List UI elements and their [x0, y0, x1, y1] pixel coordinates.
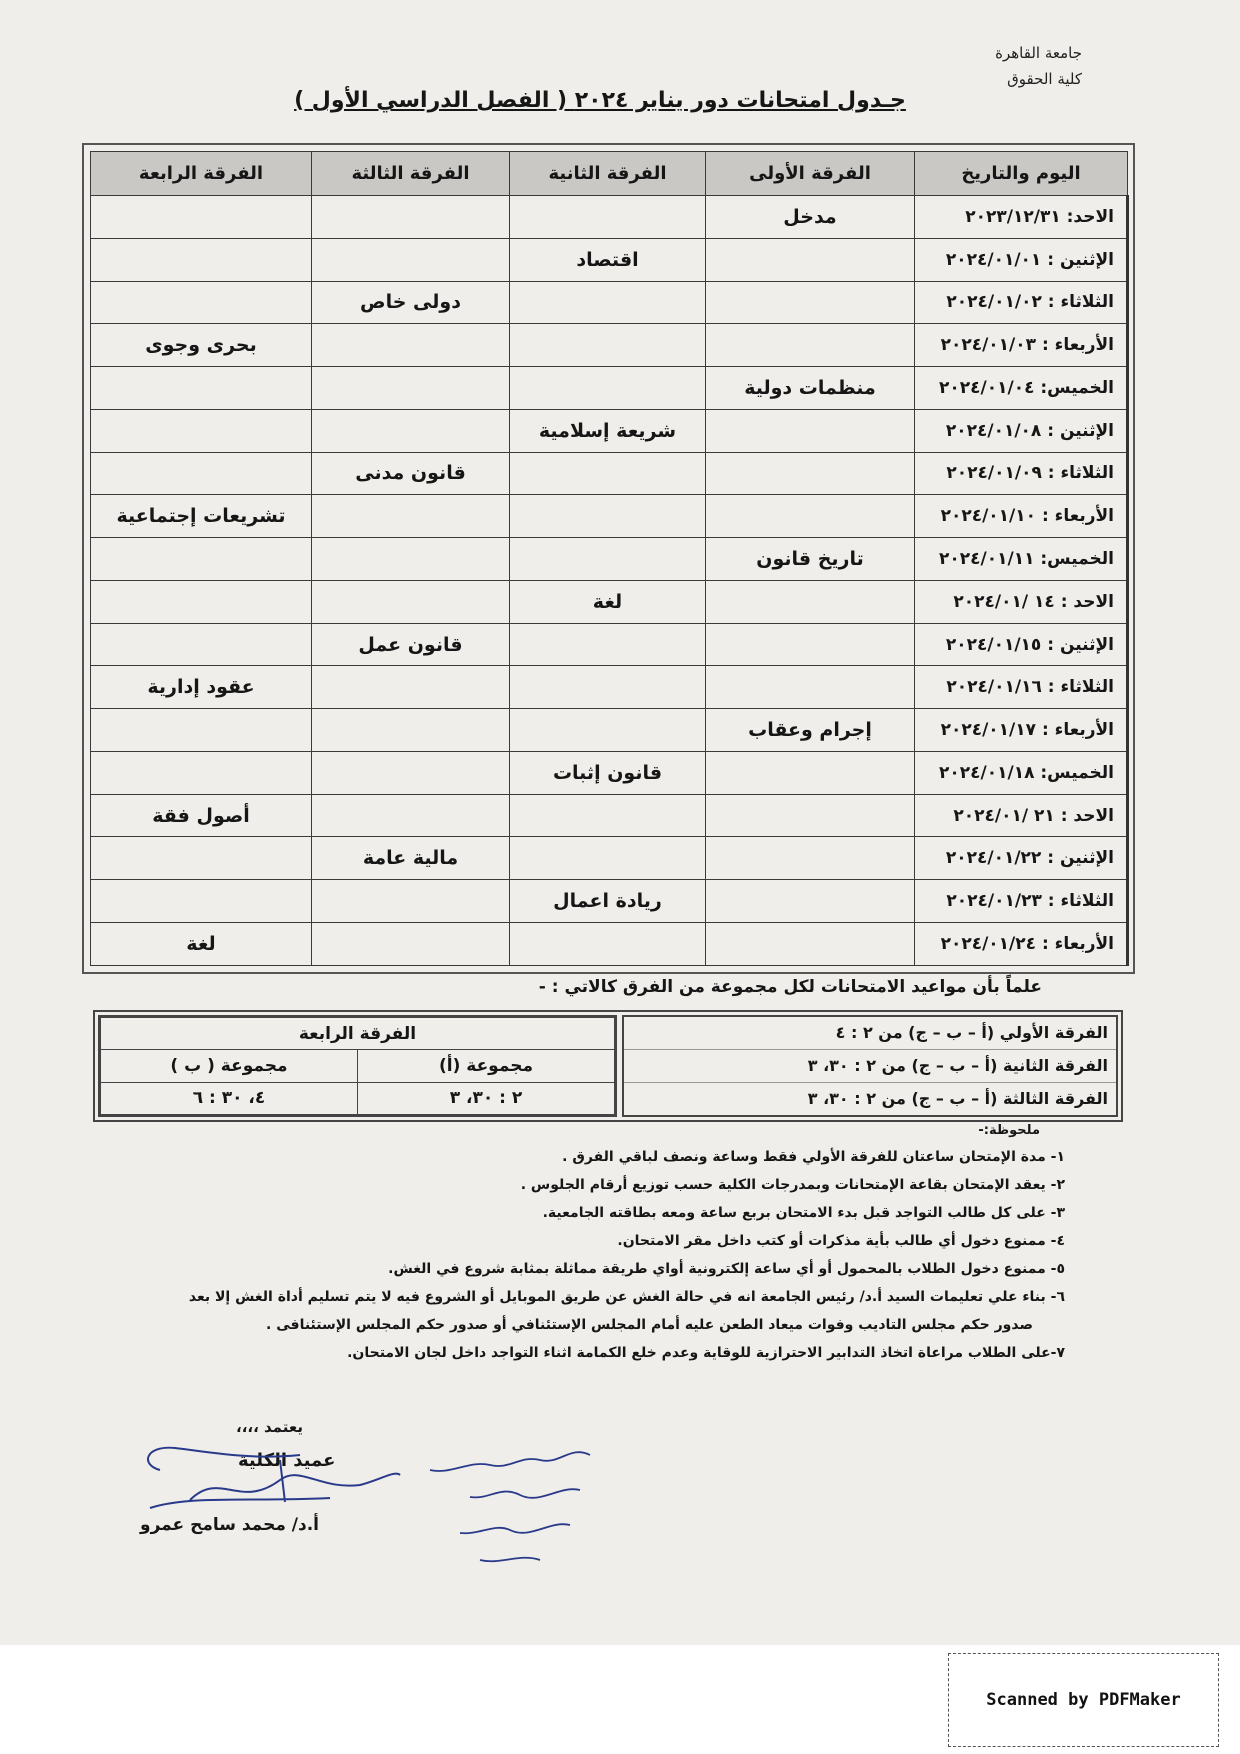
schedule-row — [91, 495, 1128, 538]
dean-name: أ.د/ محمد سامح عمرو — [140, 1515, 319, 1535]
year2-cell — [510, 495, 706, 538]
year3-cell — [312, 238, 510, 281]
year1-cell — [706, 324, 915, 367]
year2-cell: شريعة إسلامية — [510, 409, 706, 452]
note-item: ٥- ممنوع دخول الطلاب بالمحمول أو أي ساعة إلكترونية أواي طريقة مماثلة بمثابة شروع في الغش. — [388, 1261, 1065, 1277]
date-cell: الاحد : ١٤ /٢٠٢٤/٠١ — [915, 580, 1128, 623]
exam-times-intro: علماً بأن مواعيد الامتحانات لكل مجموعة من الفرق كالاتي : - — [538, 977, 1042, 997]
date-cell: الخميس: ٢٠٢٤/٠١/١١ — [915, 538, 1128, 581]
col-header-date: اليوم والتاريخ — [915, 152, 1128, 196]
date-cell: الاحد: ٢٠٢٣/١٢/٣١ — [915, 196, 1128, 239]
year1-cell — [706, 495, 915, 538]
schedule-row — [91, 666, 1128, 709]
year3-cell — [312, 709, 510, 752]
date-cell: الأربعاء : ٢٠٢٤/٠١/٢٤ — [915, 923, 1128, 966]
year2-cell — [510, 367, 706, 410]
year3-cell — [312, 580, 510, 623]
date-cell: الإثنين : ٢٠٢٤/٠١/٠٨ — [915, 409, 1128, 452]
year3-cell: مالية عامة — [312, 837, 510, 880]
year3-cell — [312, 666, 510, 709]
date-cell: الإثنين : ٢٠٢٤/٠١/٠١ — [915, 238, 1128, 281]
year2-cell: قانون إثبات — [510, 751, 706, 794]
year4-cell: أصول فقة — [91, 794, 312, 837]
scanner-watermark-text: Scanned by PDFMaker — [986, 1690, 1181, 1710]
schedule-row — [91, 538, 1128, 581]
col-header-year2: الفرقة الثانية — [510, 152, 706, 196]
col-header-year1: الفرقة الأولى — [706, 152, 915, 196]
handwritten-greeting — [420, 1435, 620, 1575]
schedule-row — [91, 367, 1128, 410]
year1-cell — [706, 751, 915, 794]
date-cell: الأربعاء : ٢٠٢٤/٠١/١٠ — [915, 495, 1128, 538]
dean-signature — [130, 1440, 410, 1520]
year4-cell — [91, 281, 312, 324]
note-item: ٦- بناء علي تعليمات السيد أ.د/ رئيس الجامعة انه في حالة الغش عن طريق الموبايل أو الشروع فيه لا يتم تسليم أداة الغش إلا بعد — [188, 1289, 1065, 1305]
note-item: ١- مدة الإمتحان ساعتان للفرقة الأولي فقط وساعة ونصف لباقي الفرق . — [562, 1149, 1065, 1165]
year3-cell: قانون مدنى — [312, 452, 510, 495]
year3-cell — [312, 495, 510, 538]
year4-cell — [91, 880, 312, 923]
year3-cell — [312, 751, 510, 794]
university-name: جامعة القاهرة — [995, 44, 1082, 62]
group-a-label: مجموعة (أ) — [358, 1050, 615, 1082]
date-cell: الخميس: ٢٠٢٤/٠١/١٨ — [915, 751, 1128, 794]
year4-cell — [91, 367, 312, 410]
group-b-label: مجموعة ( ب ) — [101, 1050, 358, 1082]
scanner-watermark — [948, 1653, 1219, 1747]
year4-cell — [91, 452, 312, 495]
year4-cell — [91, 196, 312, 239]
year2-cell — [510, 923, 706, 966]
date-cell: الاحد : ٢١ /٢٠٢٤/٠١ — [915, 794, 1128, 837]
schedule-row — [91, 923, 1128, 966]
date-cell: الأربعاء : ٢٠٢٤/٠١/٠٣ — [915, 324, 1128, 367]
times-year4 — [98, 1015, 617, 1117]
schedule-row — [91, 281, 1128, 324]
year3-cell — [312, 923, 510, 966]
col-header-year3: الفرقة الثالثة — [312, 152, 510, 196]
faculty-name: كلية الحقوق — [1007, 70, 1082, 88]
year3-cell — [312, 409, 510, 452]
notes-label: ملحوظة:- — [978, 1123, 1040, 1138]
year1-cell — [706, 580, 915, 623]
note-item: ٣- على كل طالب التواجد قبل بدء الامتحان بربع ساعة ومعه بطاقته الجامعية. — [542, 1205, 1065, 1221]
university-header — [995, 40, 1082, 92]
year2-cell: لغة — [510, 580, 706, 623]
year1-cell — [706, 794, 915, 837]
col-header-year4: الفرقة الرابعة — [91, 152, 312, 196]
year1-cell — [706, 281, 915, 324]
note-item: ٧-على الطلاب مراعاة اتخاذ التدابير الاحترازية للوقاية وعدم خلع الكمامة اثناء التواجد داخل لجان الامتحان. — [347, 1345, 1065, 1361]
date-cell: الإثنين : ٢٠٢٤/٠١/١٥ — [915, 623, 1128, 666]
dean-title: عميد الكلية — [238, 1450, 336, 1471]
year4-cell — [91, 409, 312, 452]
times-year1: الفرقة الأولي (أ – ب – ج) من ٢ : ٤ — [624, 1017, 1116, 1050]
times-years-1-3 — [622, 1015, 1118, 1117]
note-item-continuation: صدور حكم مجلس التاديب وفوات ميعاد الطعن عليه أمام المجلس الإستئنافي أو صدور حكم المجلس الإستئنافى . — [266, 1317, 1033, 1333]
year2-cell — [510, 837, 706, 880]
year3-cell — [312, 880, 510, 923]
year2-cell — [510, 281, 706, 324]
year2-cell — [510, 452, 706, 495]
year1-cell — [706, 666, 915, 709]
date-cell: الثلاثاء : ٢٠٢٤/٠١/١٦ — [915, 666, 1128, 709]
year2-cell — [510, 666, 706, 709]
schedule-row — [91, 452, 1128, 495]
year3-cell — [312, 324, 510, 367]
year1-cell — [706, 923, 915, 966]
times-year4-title: الفرقة الرابعة — [101, 1018, 615, 1050]
schedule-row — [91, 409, 1128, 452]
group-a-time: ٢ : ٣٠، ٣ — [358, 1082, 615, 1114]
notes-list — [105, 1143, 1065, 1367]
year3-cell — [312, 538, 510, 581]
group-b-time: ٤، ٣٠ : ٦ — [101, 1082, 358, 1114]
year1-cell — [706, 880, 915, 923]
schedule-row — [91, 324, 1128, 367]
year4-cell: بحرى وجوى — [91, 324, 312, 367]
year2-cell — [510, 324, 706, 367]
year3-cell — [312, 367, 510, 410]
note-item: ٤- ممنوع دخول أي طالب بأية مذكرات أو كتب داخل مقر الامتحان. — [617, 1233, 1065, 1249]
schedule-row — [91, 880, 1128, 923]
schedule-header-row — [91, 152, 1128, 196]
times-year2: الفرقة الثانية (أ – ب – ج) من ٢ : ٣٠، ٣ — [624, 1050, 1116, 1083]
year4-cell: تشريعات إجتماعية — [91, 495, 312, 538]
page-title: جـدول امتحانات دور يناير ٢٠٢٤ ( الفصل الدراسي الأول ) — [294, 88, 906, 113]
date-cell: الثلاثاء : ٢٠٢٤/٠١/٠٢ — [915, 281, 1128, 324]
year1-cell: مدخل — [706, 196, 915, 239]
year4-cell — [91, 580, 312, 623]
year4-cell — [91, 709, 312, 752]
year3-cell — [312, 196, 510, 239]
year1-cell — [706, 238, 915, 281]
year2-cell — [510, 623, 706, 666]
schedule-row — [91, 238, 1128, 281]
approval-label: يعتمد ،،،، — [236, 1418, 303, 1436]
year1-cell: إجرام وعقاب — [706, 709, 915, 752]
year4-cell: عقود إدارية — [91, 666, 312, 709]
year4-cell — [91, 538, 312, 581]
date-cell: الثلاثاء : ٢٠٢٤/٠١/٢٣ — [915, 880, 1128, 923]
year2-cell: ريادة اعمال — [510, 880, 706, 923]
exam-schedule-frame — [82, 143, 1135, 974]
year1-cell — [706, 409, 915, 452]
schedule-row — [91, 709, 1128, 752]
times-year3: الفرقة الثالثة (أ – ب – ج) من ٢ : ٣٠، ٣ — [807, 1089, 1108, 1108]
schedule-row — [91, 751, 1128, 794]
note-item: ٢- يعقد الإمتحان بقاعة الإمتحانات وبمدرجات الكلية حسب توزيع أرقام الجلوس . — [520, 1177, 1065, 1193]
year4-cell — [91, 751, 312, 794]
year1-cell — [706, 452, 915, 495]
date-cell: الثلاثاء : ٢٠٢٤/٠١/٠٩ — [915, 452, 1128, 495]
schedule-row — [91, 196, 1128, 239]
year2-cell: اقتصاد — [510, 238, 706, 281]
year2-cell — [510, 794, 706, 837]
exam-times-table — [93, 1010, 1123, 1122]
schedule-row — [91, 623, 1128, 666]
year1-cell — [706, 837, 915, 880]
year4-cell — [91, 238, 312, 281]
year3-cell: دولى خاص — [312, 281, 510, 324]
year2-cell — [510, 196, 706, 239]
date-cell: الخميس: ٢٠٢٤/٠١/٠٤ — [915, 367, 1128, 410]
schedule-row — [91, 580, 1128, 623]
exam-schedule-table — [90, 151, 1129, 966]
year2-cell — [510, 538, 706, 581]
year3-cell: قانون عمل — [312, 623, 510, 666]
schedule-row — [91, 794, 1128, 837]
year1-cell: تاريخ قانون — [706, 538, 915, 581]
year4-cell: لغة — [91, 923, 312, 966]
date-cell: الأربعاء : ٢٠٢٤/٠١/١٧ — [915, 709, 1128, 752]
year1-cell: منظمات دولية — [706, 367, 915, 410]
year3-cell — [312, 794, 510, 837]
date-cell: الإثنين : ٢٠٢٤/٠١/٢٢ — [915, 837, 1128, 880]
schedule-row — [91, 837, 1128, 880]
year2-cell — [510, 709, 706, 752]
year4-cell — [91, 837, 312, 880]
year4-cell — [91, 623, 312, 666]
year1-cell — [706, 623, 915, 666]
